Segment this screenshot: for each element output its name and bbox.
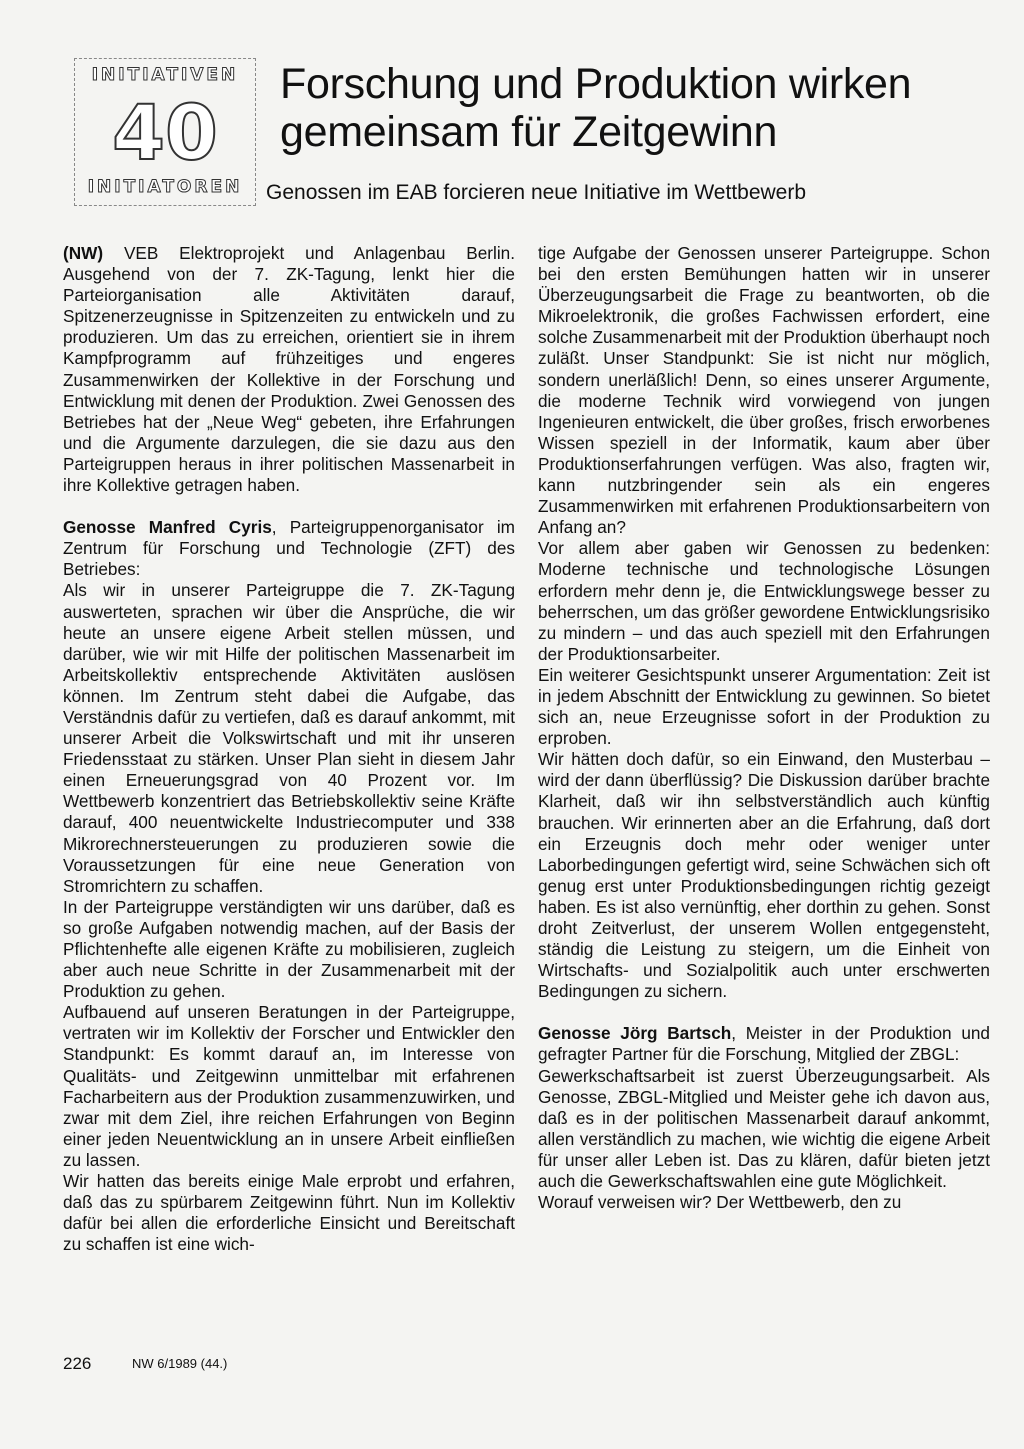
intro-text: VEB Elektroprojekt und Anlagenbau Berlin. Ausgehend von der 7. ZK-Tagung, lenkt hier die Parteiorganisation alle Aktivitäten darauf, Spitzenerzeugnisse in Spitzenzeiten zu entwickeln und zu produzieren. Um das zu erreichen, orientiert sie in ihrem Kampfprogramm auf frühzeitiges und engeres Zusammenwirken der Kollektive in der Forschung und Entwicklung mit denen der Produktion. Zwei Genossen des Betriebes hat der „Neue Weg“ gebeten, ihre Erfahrungen und die Argumente darzulegen, die sie dazu aus den Parteigruppen heraus in ihrer politischen Massenarbeit in ihre Kollektive getragen haben. xyxy=(63,243,515,496)
right-column xyxy=(538,243,990,1213)
right-paragraph-6: Worauf verweisen wir? Der Wettbewerb, den zu xyxy=(538,1192,902,1213)
article-headline xyxy=(280,60,1000,156)
left-paragraph-3: Aufbauend auf unseren Beratungen in der Parteigruppe, vertraten wir im Kollektiv der Forscher und Entwickler den Standpunkt: Es kommt darauf an, im Interesse von Qualitäts- und Zeitgewinn unmittelbar mit erfahrenen Facharbeitern aus der Produktion zusammenzuwirken, und zwar mit dem Ziel, ihre reichen Erfahrungen von Beginn einer jeden Neuentwicklung an in unsere Arbeit einfließen zu lassen. xyxy=(63,1002,515,1170)
logo-number: 40 xyxy=(112,88,218,177)
speaker-2-name: Genosse Jörg Bartsch xyxy=(538,1023,732,1044)
logo-top-text: INITIATIVEN xyxy=(91,65,239,85)
left-column xyxy=(63,243,515,1255)
speaker-1-intro xyxy=(63,517,515,580)
right-paragraph-4: Wir hätten doch dafür, so ein Einwand, den Musterbau – wird der dann überflüssig? Die Diskussion darüber brachte Klarheit, daß wir ihn selbstverständlich auch künftig brauchen. Wir erinnerten aber an die Erfahrung, daß dort ein Erzeugnis doch mehr oder weniger unter Laborbedingungen gefertigt wird, seine Schwächen sich oft genug erst unter Produktionsbedingungen richtig gezeigt haben. Es ist also vernünftig, eher dorthin zu gehen. Sonst droht Zeitverlust, der unserem Wollen entgegensteht, ständig die Leistung zu steigern, um die Einheit von Wirtschafts- und Sozialpolitik auch unter erschwerten Bedingungen zu sichern. xyxy=(538,749,990,1002)
left-paragraph-4: Wir hatten das bereits einige Male erprobt und erfahren, daß das zu spürbarem Zeitgewinn führt. Nun im Kollektiv dafür bei allen die erforderliche Einsicht und Bereitschaft zu schaffen ist eine wich- xyxy=(63,1171,515,1255)
article-subheadline: Genossen im EAB forcieren neue Initiative im Wettbewerb xyxy=(266,181,807,204)
logo-bottom-text: INITIATOREN xyxy=(87,177,243,197)
right-paragraph-3: Ein weiterer Gesichtspunkt unserer Argumentation: Zeit ist in jedem Abschnitt der Entwicklung zu gewinnen. So bietet sich an, neue Erzeugnisse sofort in der Produktion zu erproben. xyxy=(538,664,990,749)
initiativen-40-logo xyxy=(74,58,256,206)
speaker-1-name: Genosse Manfred Cyris xyxy=(63,517,272,538)
left-paragraph-1: Als wir in unserer Parteigruppe die 7. ZK-Tagung auswerteten, sprachen wir über die Ansprüche, die wir heute an unsere eigene Arbeit stellen müssen, und darüber, wie wir mit Hilfe der politischen Massenarbeit im Arbeitskollektiv entsprechende Aktivitäten auslösen können. Im Zentrum steht dabei die Aufgabe, das Verständnis dafür zu vertiefen, daß es darauf ankommt, mit unserer Arbeit die Volkswirtschaft und mit ihr unseren Friedensstaat zu stärken. Unser Plan sieht in diesem Jahr einen Erneuerungsgrad von 40 Prozent vor. Im Wettbewerb konzentriert das Betriebskollektiv seine Kräfte darauf, 400 neuentwickelte Industriecomputer und 338 Mikrorechnersteuerungen zu produzieren sowie die Voraussetzungen für eine neue Generation von Stromrichtern zu schaffen. xyxy=(63,580,515,896)
speaker-2-role: , Meister in der Produktion und gefragter Partner für die Forschung, Mitglied der ZBGL: xyxy=(538,1023,990,1065)
page-number: 226 xyxy=(63,1354,92,1373)
speaker-2-intro xyxy=(538,1023,990,1065)
issue-reference: NW 6/1989 (44.) xyxy=(132,1356,228,1371)
right-paragraph-1: tige Aufgabe der Genossen unserer Parteigruppe. Schon bei den ersten Bemühungen hatten wir in unserer Überzeugungsarbeit die Frage zu beantworten, ob die Mikroelektronik, die großes Fachwissen erfordert, eine solche Zusammenarbeit mit der Produktion überhaupt noch zuläßt. Unser Standpunkt: Sie ist nicht nur möglich, sondern unerläßlich! Denn, so eines unserer Argumente, die moderne Technik wird vorwiegend von jungen Ingenieuren entwickelt, die über großes, frisch erworbenes Wissen speziell in der Informatik, kaum aber über Produktionserfahrungen verfügen. Was also, fragten wir, kann nutzbringender sein als ein engeres Zusammenwirken mit erfahrenen Produktionsarbeitern von Anfang an? xyxy=(538,243,990,538)
speaker-1-role: , Parteigruppenorganisator im Zentrum für Forschung und Technologie (ZFT) des Betriebes: xyxy=(63,517,515,580)
intro-paragraph xyxy=(63,243,515,496)
right-paragraph-5: Gewerkschaftsarbeit ist zuerst Überzeugungsarbeit. Als Genosse, ZBGL-Mitglied und Meister gehe ich davon aus, daß es in der politischen Massenarbeit darauf ankommt, allen verständlich zu machen, wie wichtig die eigene Arbeit für unser aller Leben ist. Das zu klären, dafür bieten jetzt auch die Gewerkschaftswahlen eine gute Möglichkeit. xyxy=(538,1065,990,1192)
right-paragraph-2: Vor allem aber gaben wir Genossen zu bedenken: Moderne technische und technologische Lösungen erfordern mehr denn je, die Entwicklungswege besser zu beherrschen, um das größer gewordene Entwicklungsrisiko zu mindern – und das auch speziell mit den Erfahrungen der Produktionsarbeiter. xyxy=(538,538,990,664)
left-paragraph-2: In der Parteigruppe verständigten wir uns darüber, daß es so große Aufgaben notwendig machen, auf der Basis der Pflichtenhefte alle eigenen Kräfte zu mobilisieren, zugleich aber auch neue Schritte in der Zusammenarbeit mit der Produktion zu gehen. xyxy=(63,896,515,1002)
headline-line-2: gemeinsam für Zeitgewinn xyxy=(280,108,778,156)
headline-line-1: Forschung und Produktion wirken xyxy=(280,60,912,108)
intro-tag: (NW) xyxy=(63,243,104,263)
